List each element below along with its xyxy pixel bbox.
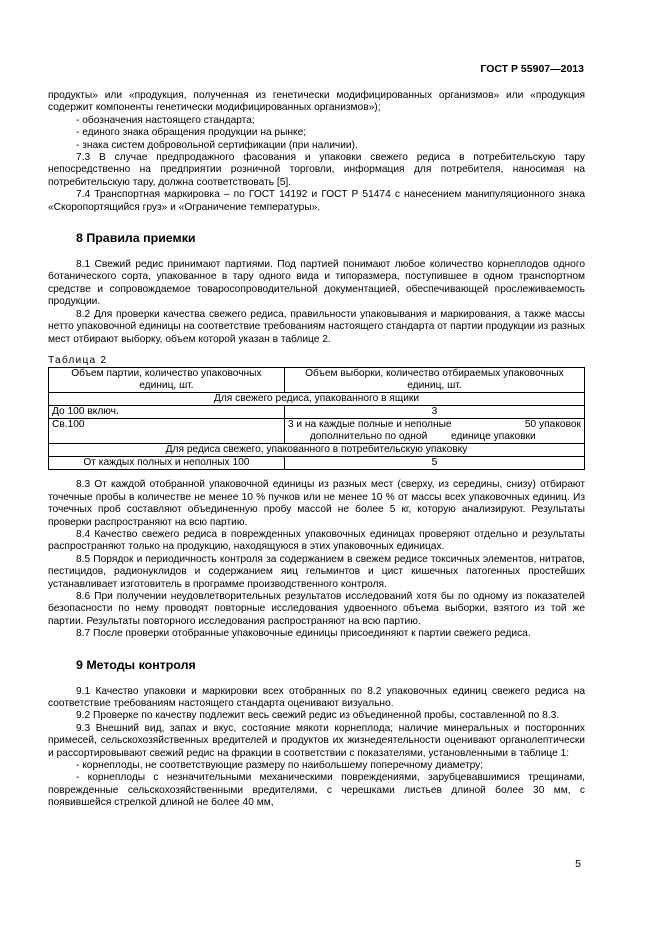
paragraph-8-2: 8.2 Для проверки качества свежего редиса, правильности упаковывания и маркирования, а также массы нетто упаковочной единицы на соответствие требованиям настоящего стандарта от партии продукции из разных мест отбирают выборку, объем которой указан в таблице 2. [48,308,585,345]
list-item: - знака систем добровольной сертификации (при наличии). [76,139,358,151]
page-number: 5 [575,858,581,870]
table-header-row [49,368,585,393]
cell-text: 50 упаковок [524,419,581,431]
table-row [49,457,585,470]
paragraph-8-5: 8.5 Порядок и периодичность контроля за содержанием в свежем редисе токсичных элементов, нитратов, пестицидов, радионуклидов и содержанием яиц гельминтов и цист кишечных патогенных простейших устанавливает изготовитель в программе производственного контроля. [48,553,585,590]
table-cell: До 100 включ. [49,406,285,419]
section-8-heading: 8 Правила приемки [76,231,196,246]
cell-text: единице упаковки [450,431,536,443]
paragraph-8-1: 8.1 Свежий редис принимают партиями. Под партией понимают любое количество корнеплодов одного ботанического сорта, упакованное в тару одного вида и типоразмера, поступившее в одном транспортном средстве и сопровождаемое товаросопроводительной документацией, обеспечивающей прослеживаемость продукции. [48,259,585,308]
table-group-row [49,393,585,406]
table-cell: От каждых полных и неполных 100 [49,457,285,470]
cell-text: 3 и на каждые полные и неполные [287,419,452,431]
list-item: - корнеплоды, не соответствующие размеру по наибольшему поперечному диаметру; [76,760,484,772]
sampling-table [48,367,585,470]
table-group-row [49,444,585,457]
table-caption: Таблица 2 [48,354,108,366]
cell-text: дополнительно по одной [309,431,428,443]
paragraph-9-2: 9.2 Проверке по качеству подлежит весь свежий редис из объединенной пробы, составленной по 8.3. [76,710,560,722]
table-cell: 3 [284,406,584,419]
cell-line [288,419,581,431]
table-cell [284,419,584,444]
paragraph-9-1: 9.1 Качество упаковки и маркировки всех отобранных по 8.2 упаковочных единиц свежего редиса на соответствие требованиям настоящего стандарта оценивают визуально. [48,685,585,709]
table-group-cell: Для свежего редиса, упакованного в ящики [49,393,585,406]
page-content [48,90,585,810]
paragraph-8-3: 8.3 От каждой отобранной упаковочной единицы из разных мест (сверху, из середины, снизу) отбирают точечные пробы в количестве не менее 10 % пучков или не менее 10 % от массы всех упаковочных единиц. Из точечных проб составляют объединенную пробу массой не более 5 кг, которую анализируют. Результаты проверки распространяют на всю партию. [48,479,585,528]
intro-paragraph: продукты» или «продукция, полученная из генетически модифицированных организмов» или «продукция содержит компоненты генетически модифицированных организмов»); [48,90,585,114]
table-cell: 5 [284,457,584,470]
paragraph-8-6: 8.6 При получении неудовлетворительных результатов исследований хотя бы по одному из показателей безопасности по нему проводят повторные исследования удвоенного объема выборки, взятого из той же партии. Результаты повторного исследования распространяют на всю партию. [48,590,585,627]
list-item: - корнеплоды с незначительными механическими повреждениями, зарубцевавшимися трещинами, поврежденные сельскохозяйственными вредителями, с черешками листьев длиной более 30 мм, с появившейся стрелкой длиной не более 40 мм, [48,772,585,809]
paragraph-9-3: 9.3 Внешний вид, запах и вкус, состояние мякоти корнеплода; наличие минеральных и посторонних примесей, сельскохозяйственных вредителей и продуктов их жизнедеятельности оценивают органолептически и рассортировывают свежий редис на фракции в соответствии с показателями, установленными в таблице 1: [48,722,585,759]
table-cell: Св.100 [49,419,285,444]
table-header-cell: Объем выборки, количество отбираемых упаковочных единиц, шт. [284,368,584,393]
table-header-cell: Объем партии, количество упаковочных единиц, шт. [49,368,285,393]
cell-line [288,431,581,443]
paragraph-7-4: 7.4 Транспортная маркировка – по ГОСТ 14192 и ГОСТ Р 51474 с нанесением манипуляционного знака «Скоропортящийся груз» и «Ограничение температуры». [48,189,585,213]
table-row [49,406,585,419]
list-item: - единого знака обращения продукции на рынке; [76,127,307,139]
table-row [49,419,585,444]
paragraph-7-3: 7.3 В случае предпродажного фасования и упаковки свежего редиса в потребительскую тару непосредственно на предприятии розничной торговли, информация для потребителя, наносимая на потребительскую тару, должна соответствовать [5]. [48,152,585,188]
document-header: ГОСТ Р 55907—2013 [480,63,584,75]
paragraph-8-7: 8.7 После проверки отобранные упаковочные единицы присоединяют к партии свежего редиса. [76,628,531,640]
section-9-heading: 9 Методы контроля [76,657,196,672]
table-group-cell: Для редиса свежего, упакованного в потребительскую упаковку [49,444,585,457]
list-item: - обозначения настоящего стандарта; [76,114,255,126]
paragraph-8-4: 8.4 Качество свежего редиса в поврежденных упаковочных единицах проверяют отдельно и результаты распространяют только на продукцию, находящуюся в этих упаковочных единицах. [48,528,585,553]
